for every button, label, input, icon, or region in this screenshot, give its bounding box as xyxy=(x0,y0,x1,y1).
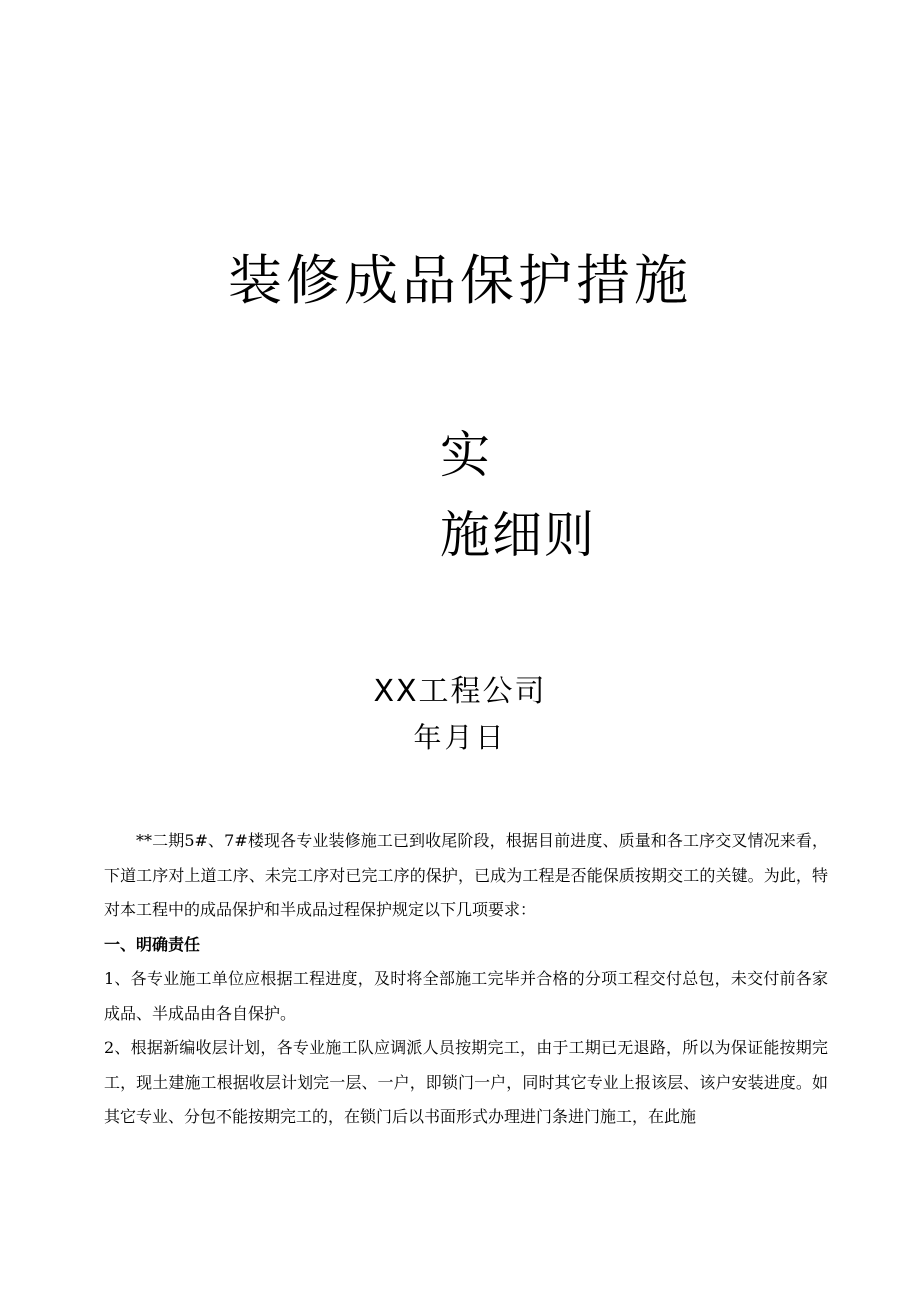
document-title-line-2: 实 xyxy=(440,426,490,484)
document-body xyxy=(104,824,828,1135)
list-item: 2、根据新编收层计划，各专业施工队应调派人员按期完工，由于工期已无退路，所以为保证能按期完工，现土建施工根据收层计划完一层、一户，即锁门一户，同时其它专业上报该层、该户安装进度。如其它专业、分包不能按期完工的，在锁门后以书面形式办理进门条进门施工，在此施 xyxy=(104,1038,828,1126)
document-date: 年月日 xyxy=(413,721,507,754)
document-title: 装修成品保护措施 xyxy=(228,249,692,312)
list-item: 1、各专业施工单位应根据工程进度，及时将全部施工完毕并合格的分项工程交付总包，未交付前各家成品、半成品由各自保护。 xyxy=(104,969,828,1023)
section-heading-responsibility: 一、明确责任 xyxy=(104,934,201,954)
company-name: XX工程公司 xyxy=(373,674,547,709)
document-title-line-3: 施细则 xyxy=(440,506,596,564)
intro-paragraph: **二期5#、7#楼现各专业装修施工已到收尾阶段，根据目前进度、质量和各工序交叉情况来看，下道工序对上道工序、未完工序对已完工序的保护，已成为工程是否能保质按期交工的关键。为此，特对本工程中的成品保护和半成品过程保护规定以下几项要求： xyxy=(104,831,828,919)
